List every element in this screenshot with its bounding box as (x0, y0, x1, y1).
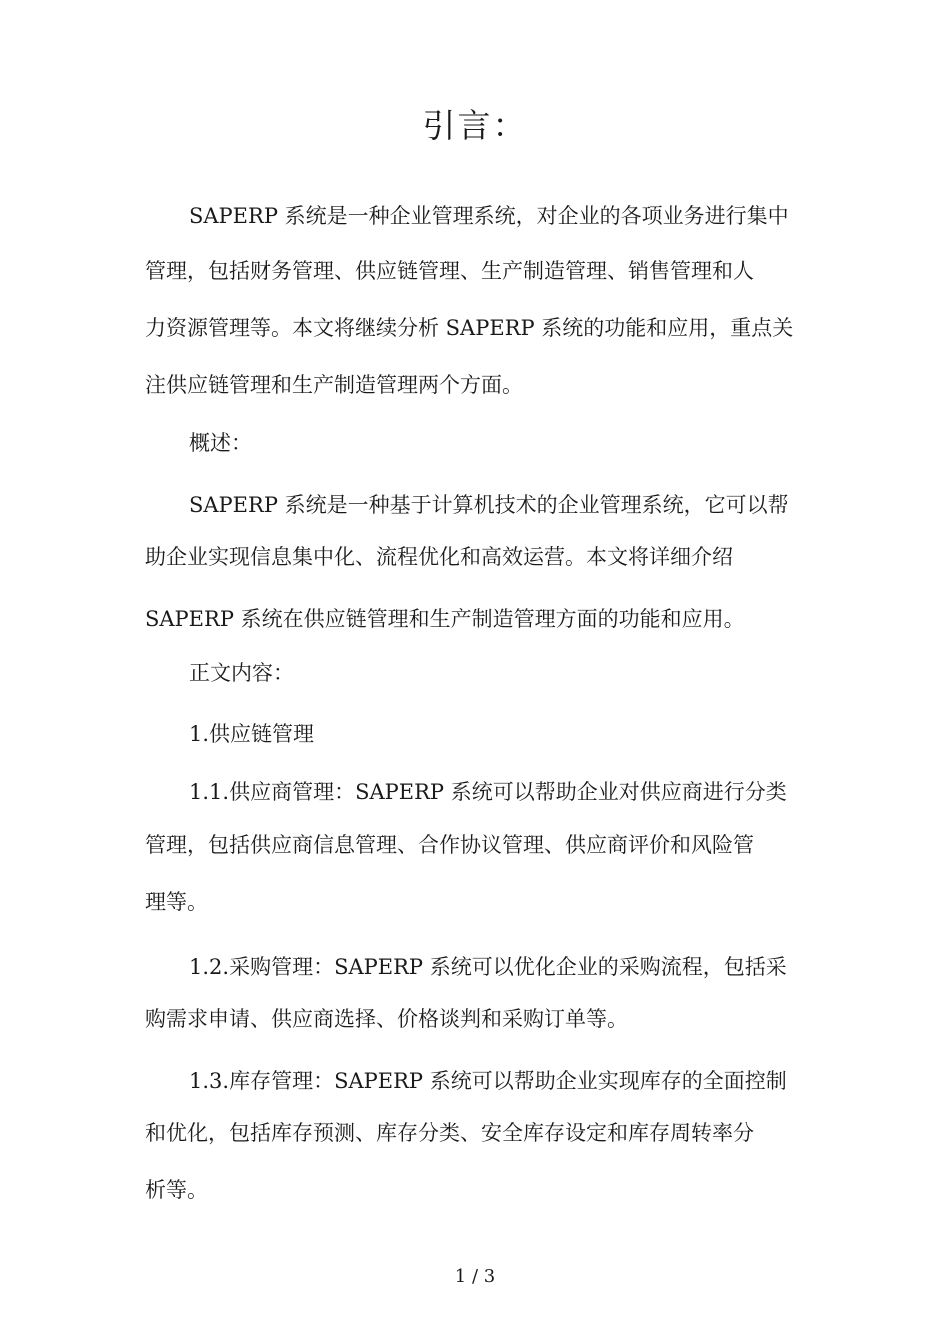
section-heading: 正文内容： (189, 661, 294, 685)
paragraph-line: SAPERP 系统在供应链管理和生产制造管理方面的功能和应用。 (145, 607, 745, 631)
paragraph-line: 和优化，包括库存预测、库存分类、安全库存设定和库存周转率分 (145, 1121, 754, 1145)
paragraph-line: SAPERP 系统是一种企业管理系统，对企业的各项业务进行集中 (189, 204, 789, 228)
section-heading: 概述： (189, 431, 252, 455)
paragraph-line: 购需求申请、供应商选择、价格谈判和采购订单等。 (145, 1007, 628, 1031)
page-number: 1 / 3 (454, 1266, 496, 1287)
page-title: 引言： (422, 106, 528, 145)
section-heading: 1.供应链管理 (189, 722, 315, 746)
paragraph-line: 助企业实现信息集中化、流程优化和高效运营。本文将详细介绍 (145, 545, 733, 569)
paragraph-line: 理等。 (145, 890, 208, 914)
paragraph-line: 析等。 (145, 1178, 208, 1202)
paragraph-line: 力资源管理等。本文将继续分析 SAPERP 系统的功能和应用，重点关 (145, 316, 794, 340)
paragraph-line: 管理，包括财务管理、供应链管理、生产制造管理、销售管理和人 (145, 259, 754, 283)
paragraph-line: 1.3.库存管理：SAPERP 系统可以帮助企业实现库存的全面控制 (189, 1069, 787, 1093)
paragraph-line: SAPERP 系统是一种基于计算机技术的企业管理系统，它可以帮 (189, 493, 789, 517)
paragraph-line: 1.2.采购管理：SAPERP 系统可以优化企业的采购流程，包括采 (189, 955, 787, 979)
paragraph-line: 1.1.供应商管理：SAPERP 系统可以帮助企业对供应商进行分类 (189, 780, 787, 804)
paragraph-line: 管理，包括供应商信息管理、合作协议管理、供应商评价和风险管 (145, 833, 754, 857)
paragraph-line: 注供应链管理和生产制造管理两个方面。 (145, 373, 523, 397)
